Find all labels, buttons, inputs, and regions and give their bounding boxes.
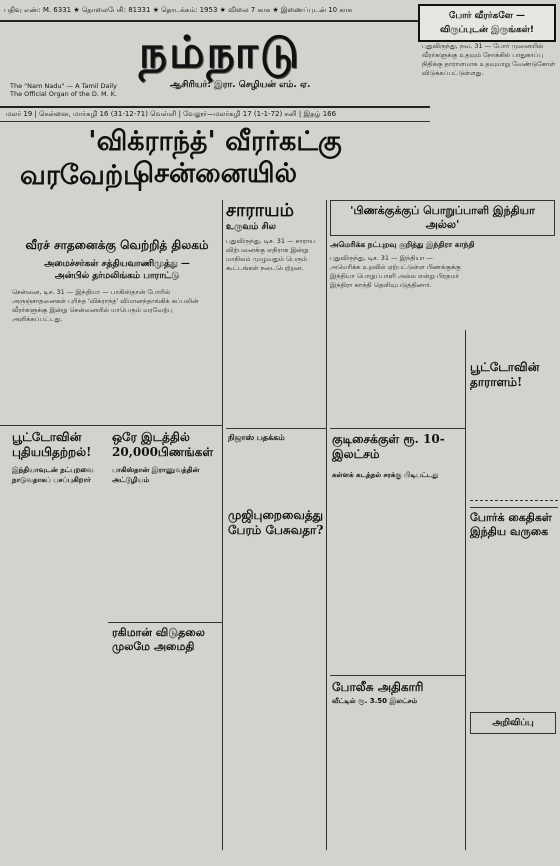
dateline-rule-bottom	[0, 121, 430, 122]
rahman-rule	[108, 622, 222, 623]
20000-bodies-subheadline: பாகிஸ்தான் இராணுவத்தின் அட்டூழியம்	[112, 466, 200, 484]
top-rule	[0, 20, 430, 22]
mujib-headline: முஜிபுறைவைத்து பேரம் பேசுவதா?	[228, 508, 324, 537]
dateline: மலர் 19 | சென்னை, மார்கழி 16 (31-12-71) வெள்ளி | வேலூர்—மலர்கழி 17 (1-1-72) சனி | இதழ் 166	[6, 110, 337, 118]
column-divider-1	[222, 200, 223, 850]
kudisai-rule	[330, 428, 465, 429]
sub-headline: வீரச் சாதனைக்கு வெற்றித் திலகம்	[25, 238, 209, 252]
column-divider-3	[465, 330, 466, 850]
pow-headline: போர்க் கைதிகள் இந்திய வருகை	[470, 507, 558, 539]
top-right-text: புதுவிருந்து, நவ. 31 — போர் முனையில் வீரர்களுக்கு உதவும் நோக்கில் பாதுகாப்பு நிதிக்கு தாராளமாக உதவுமாறு வேண்டுகோள் விடுக்கப்பட்டுள்ளது.	[422, 42, 556, 77]
police-rule	[330, 675, 465, 676]
arrack-text: புதுவிருந்து, டிச. 31 — சாராய விற்பனைக்கு எதிராக இன்று மாநிலம் முழுவதும் பெரும் கூட்டங்கள் நடைபெற்றன.	[226, 237, 315, 272]
masthead	[10, 24, 420, 100]
arrack-article	[226, 200, 326, 387]
bhutto-generosity-headline: பூட்டோவின் தாராளம்!	[470, 360, 540, 389]
20000-bodies-headline: ஒரே இடத்தில் 20,000பிணங்கள்	[112, 430, 214, 459]
bhutto-headline: பூட்டோவின் புதியபிதற்றல்!	[12, 430, 92, 459]
lead-article-text: சென்னை, டிச. 31 — இந்தியா — பாகிஸ்தான் போரில் அருஞ்சாதனைகள் புரிந்த 'விக்ராந்த்' விமானந்தாங்கிக் கப்பலின் வீரர்களுக்கு இன்று சென்னையில் மாபெரும் வரவேற்பு அளிக்கப்பட்டது.	[12, 288, 199, 323]
police-subheadline: வீட்டில் ரூ. 3.50 இலட்சம்	[332, 697, 418, 705]
us-relations-subheadline: அமெரிக்க நட்புறவு குறித்து இந்திரா காந்தி	[330, 240, 475, 249]
bhutto-subheadline: இந்தியாவுடன் நட்புறவை நாடுவதாகப் பசப்புகிறார்	[12, 466, 94, 484]
kudisai-headline: குடிசைக்குள் ரூ. 10-இலட்சம்	[332, 432, 445, 461]
column-divider-2	[326, 200, 327, 850]
masthead-title: நம்நாடு	[138, 27, 302, 78]
sub-headline-2	[12, 258, 222, 282]
us-relations-article	[330, 200, 555, 354]
police-headline: போலீசு அதிகாரி	[332, 680, 424, 694]
nijal-headline: நிஜாஸ் பதக்கம்	[228, 432, 285, 442]
nijal-rule	[226, 428, 326, 429]
rahman-headline: ரகிமான் விடுதலை முலமே அமைதி	[112, 626, 205, 653]
box-line-2: விருப்புடன் இருங்கள்!	[440, 25, 534, 35]
masthead-subtitle	[10, 82, 117, 98]
arrack-headline: சாராயம்	[226, 200, 294, 221]
notice-box: அறிவிப்பு	[470, 712, 556, 734]
us-relations-text: புதுவிருந்து, டிச. 31 — இந்தியா — அமெரிக்க உறவில் ஏற்பட்டுள்ள பிணக்குக்கு இந்தியா பொறுப்பாளி அல்ல என்று பிரதமர் இந்திரா காந்தி தெளிவுபடுத்தினார்.	[330, 254, 461, 289]
us-relations-headline: 'பிணக்குக்குப் பொறுப்பாளி இந்தியா அல்ல'	[330, 200, 555, 236]
main-headline-2: வரவேற்பு	[20, 160, 144, 191]
lower-rule-left	[0, 425, 222, 426]
sub-headline-line-1: அமைச்சர்கள் சத்தியவாணிமுத்து —	[44, 259, 190, 269]
arrack-subheadline: உருவம் சில	[226, 222, 277, 232]
editor-name: ஆசிரியர்: இரா. செழியன் எம். ஏ.	[170, 80, 311, 90]
main-headline: 'விக்ராந்த்' வீரர்கட்கு சென்னையில்	[88, 126, 342, 189]
sidebar	[470, 360, 558, 539]
sub-headline-line-2: அன்பில் தர்மலிங்கம் பாராட்டு	[54, 271, 180, 281]
kudisai-subheadline: கள்ளக் கடத்தல் சரக்கு பிடிபட்டது	[332, 471, 439, 479]
top-strip: பதிவு எண்: M. 6331 ★ தொலைபேசி: 81331 ★ தொடக்கம்: 1953 ★ விலை 7 காசு ★ இணைப்புடன் 10 காசு	[4, 6, 353, 14]
sidebar-divider	[470, 500, 558, 501]
top-right-box	[418, 4, 556, 42]
subtitle-line-2: The Official Organ of the D. M. K.	[10, 90, 118, 98]
box-line-1: போர் வீரர்களே —	[449, 11, 525, 21]
subtitle-line-1: The "Nam Nadu" — A Tamil Daily	[10, 82, 117, 90]
